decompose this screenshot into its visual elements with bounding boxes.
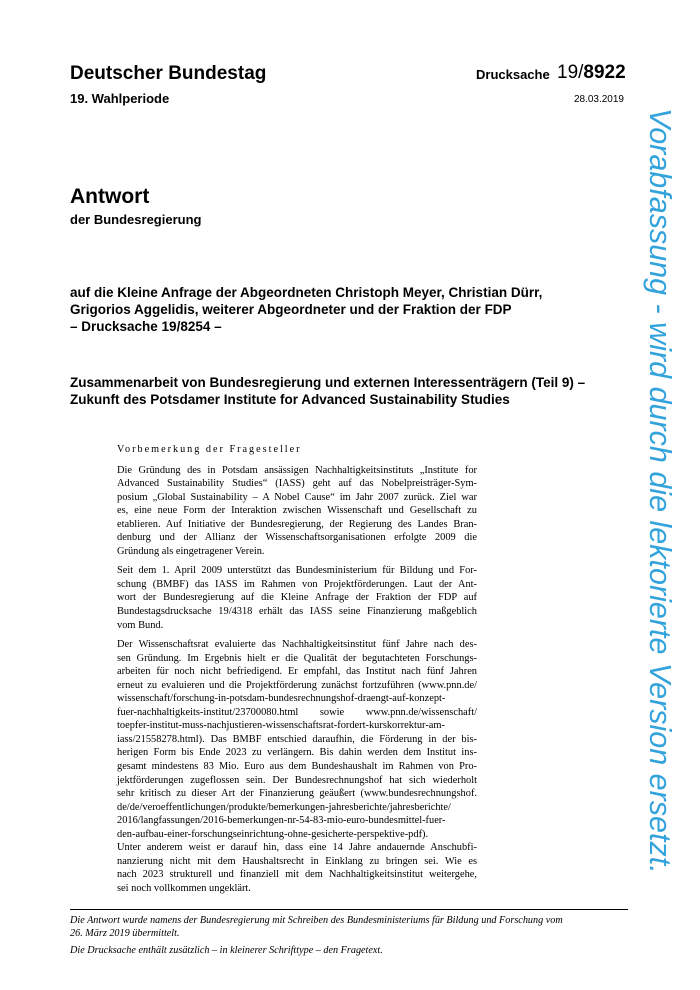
text-line: sehr kritisch zu dieser Art der Finanzierung geäußert (www.bundesrechnungshof. [117,788,477,800]
text-line: denburg und der Allianz der Wissenschaftsorganisationen erfolgte 2009 die [117,532,477,544]
drucksache-prefix: 19/ [557,62,584,83]
text-line: Die Gründung des in Potsdam ansässigen Nachhaltigkeitsinstituts „Institute for [117,464,477,476]
paragraph-2 [117,564,477,632]
subject-line: Zusammenarbeit von Bundesregierung und externen Interessenträgern (Teil 9) – [70,375,586,390]
document-type: Antwort [70,185,150,208]
text-line: wort der Bundesregierung auf die Kleine Anfrage der Fraktion der FDP auf [117,592,477,604]
document-author: der Bundesregierung [70,212,202,227]
text-line: 2016/langfassungen/2016-bemerkungen-nr-54-83-mio-euro-bundesmittel-fuer- [117,815,446,827]
inquiry-reference [70,284,590,335]
inquiry-line: auf die Kleine Anfrage der Abgeordneten Christoph Meyer, Christian Dürr, [70,285,543,300]
text-line: nach 2023 strukturell und finanziell mit dem Nachhaltigkeitsinstitut weitergehe, [117,869,477,881]
footer-note-transmission [70,914,630,940]
drucksache-number-bold: 8922 [583,62,626,83]
inquiry-line: – Drucksache 19/8254 – [70,319,222,334]
text-line: Bundestagsdrucksache 19/4318 erhält das IASS seine Finanzierung maßgeblich [117,606,477,618]
text-line: Seit dem 1. April 2009 unterstützt das Bundesministerium für Bildung und For- [117,565,477,577]
text-line: etablieren. Auf Initiative der Bundesregierung, der Regierung des Landes Bran- [117,518,477,530]
text-line: den-aufbau-einer-forschungseinrichtung-ohne-gesicherte-perspektive-pdf). [117,828,429,840]
text-line: wissenschaft/forschung-in-potsdam-bundesrechnungshof-draengt-auf-konzept- [117,693,446,705]
text-line: sen Gründung. Im Ergebnis hielt er die Qualität der begutachteten Forschungs- [117,652,477,664]
text-line: Unter anderem weist er darauf hin, dass eine 14 Jahre andauernde Anschubfi- [117,842,477,854]
document-date: 28.03.2019 [573,94,624,105]
text-line: posium „Global Sustainability – A Nobel Cause“ im Jahr 2007 zurück. Ziel war [117,491,477,503]
text-line: fuer-nachhaltigkeits-institut/23700080.html sowie www.pnn.de/wissenschaft/ [117,706,477,718]
preface-section [117,443,477,902]
legislative-period: 19. Wahlperiode [70,91,170,106]
drucksache-number [557,62,626,84]
preliminary-version-watermark: Vorabfassung - wird durch die lektorierte Version ersetzt. [643,108,677,874]
text-line: es, eine neue Form der Interaktion zwischen Wissenschaft und Gesellschaft zu [117,505,477,517]
parliament-name: Deutscher Bundestag [70,63,267,84]
watermark-area [640,108,680,908]
footer-line: Die Antwort wurde namens der Bundesregierung mit Schreiben des Bundesministeriums für Bildung und Forschung vom [70,915,563,926]
text-line: herigen Form bis Ende 2023 zu verlängern. Bis dahin werden dem Institut ins- [117,747,477,759]
inquiry-line: Grigorios Aggelidis, weiterer Abgeordneter und der Fraktion der FDP [70,302,512,317]
text-line: toepfer-institut-muss-nachjustieren-wissenschaftsrat-fordert-kurskorrektur-am- [117,720,445,732]
text-line: Der Wissenschaftsrat evaluierte das Nachhaltigkeitsinstitut fünf Jahre nach des- [117,639,477,651]
text-line: schung (BMBF) das IASS im Rahmen von Projektförderungen. Laut der Ant- [117,578,477,590]
document-subject [70,374,640,408]
text-line: Advanced Sustainability Studies“ (IASS) geht auf das Nobelpreisträger-Sym- [117,478,477,490]
preface-heading: Vorbemerkung der Fragesteller [117,444,302,455]
text-line: nanzierung nicht mit dem Haushaltsrecht in Einklang zu bringen sei. Wie es [117,855,477,867]
footer-line: 26. März 2019 übermittelt. [70,928,180,939]
text-line: arbeiten für noch nicht befriedigend. Er empfahl, das Institut nach fünf Jahren [117,666,477,678]
drucksache-label: Drucksache [476,67,550,82]
text-line: gesamt mindestens 83 Mio. Euro aus dem Bundeshaushalt im Rahmen von Pro- [117,761,477,773]
footer-divider [70,909,628,910]
text-line: iass/21558278.html). Das BMBF entschied daraufhin, die Förderung in der bis- [117,733,477,745]
text-line: de/de/veroeffentlichungen/produkte/bemerkungen-jahresberichte/jahresberichte/ [117,801,451,813]
footer-note-contents: Die Drucksache enthält zusätzlich – in kleinerer Schrifttype – den Fragetext. [70,945,383,956]
text-line: sei noch vollkommen ungeklärt. [117,882,251,894]
subject-line: Zukunft des Potsdamer Institute for Advanced Sustainability Studies [70,392,510,407]
text-line: Gründung als eingetragener Verein. [117,545,265,557]
text-line: vom Bund. [117,619,164,631]
paragraph-1 [117,464,477,559]
paragraph-3 [117,638,477,895]
text-line: erneut zu evaluieren und die Projektförderung zunächst fortzuführen (www.pnn.de/ [117,679,477,691]
text-line: jektförderungen zugeflossen sein. Der Bundesrechnungshof hat sich wiederholt [117,774,477,786]
